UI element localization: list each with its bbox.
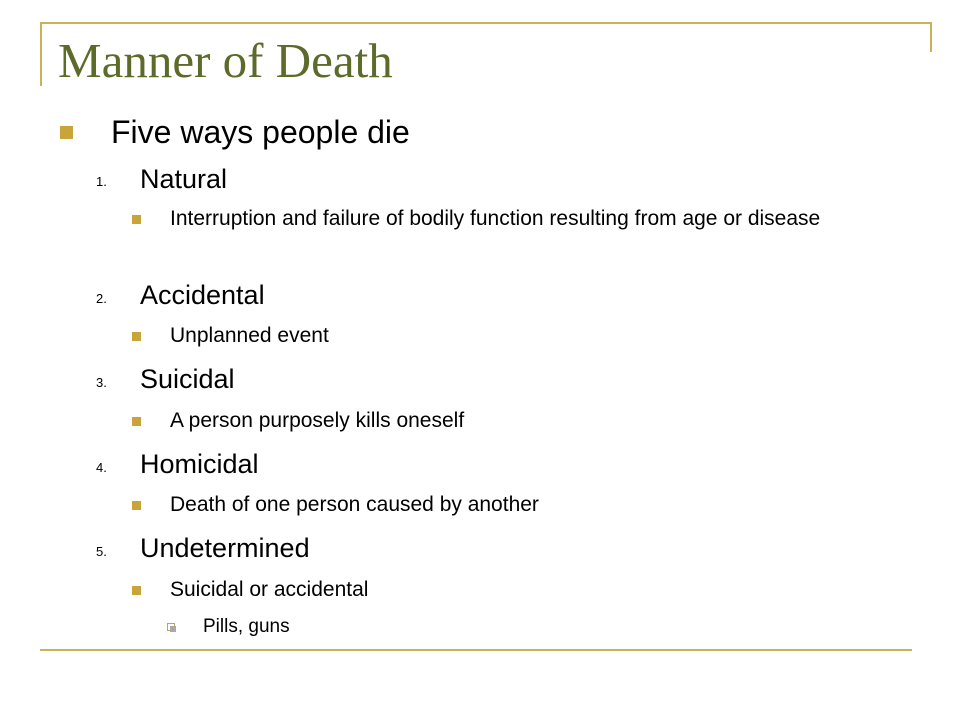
item-5-number: 5.	[96, 544, 107, 559]
item-5-label: Undetermined	[140, 533, 310, 563]
item-5-sub-detail-text: Pills, guns	[203, 616, 290, 637]
square-bullet-icon	[132, 586, 141, 595]
item-5-detail-text: Suicidal or accidental	[170, 578, 369, 601]
square-bullet-icon	[132, 332, 141, 341]
square-bullet-icon	[132, 215, 141, 224]
shadowed-square-bullet-icon	[167, 623, 175, 631]
item-4-label: Homicidal	[140, 449, 259, 479]
item-5-detail	[132, 577, 892, 603]
item-3-label: Suicidal	[140, 364, 235, 394]
item-3-detail-text: A person purposely kills oneself	[170, 409, 465, 432]
square-bullet-icon	[132, 501, 141, 510]
square-bullet-icon	[132, 417, 141, 426]
item-4-number: 4.	[96, 460, 107, 475]
frame-bottom-line	[40, 649, 912, 651]
item-3-number: 3.	[96, 375, 107, 390]
item-2-number: 2.	[96, 291, 107, 306]
frame-right-line	[930, 22, 932, 52]
item-5-sub-detail	[167, 615, 290, 639]
frame-top-line	[40, 22, 932, 24]
item-2-label: Accidental	[140, 280, 265, 310]
item-1-detail	[132, 206, 892, 232]
item-2-detail-text: Unplanned event	[170, 324, 329, 347]
slide-title: Manner of Death	[58, 33, 393, 88]
item-4-detail	[132, 492, 892, 518]
main-bullet-text: Five ways people die	[111, 114, 410, 150]
item-1-number: 1.	[96, 174, 107, 189]
item-1-label: Natural	[140, 164, 228, 194]
item-3-detail	[132, 408, 892, 434]
square-bullet-icon	[60, 126, 73, 139]
item-4-detail-text: Death of one person caused by another	[170, 493, 539, 516]
main-bullet	[60, 112, 410, 152]
item-2-detail	[132, 323, 892, 349]
item-1-detail-text: Interruption and failure of bodily function resulting from age or disease	[170, 207, 821, 230]
frame-left-line	[40, 22, 42, 86]
